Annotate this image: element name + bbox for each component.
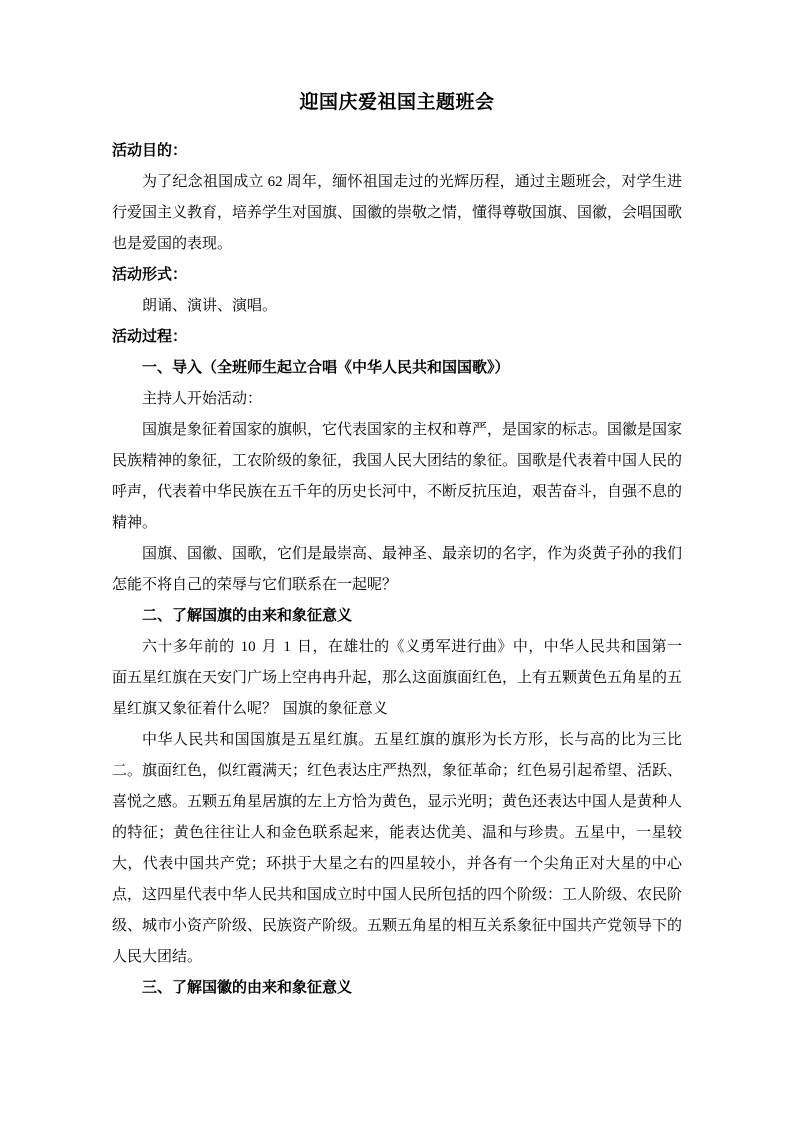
paragraph-format: 朗诵、演讲、演唱。 xyxy=(142,298,278,314)
paragraph-purpose: 为了纪念祖国成立 62 周年，缅怀祖国走过的光辉历程，通过主题班会，对学生进行爱国主义教育，培养学生对国旗、国徽的崇敬之情，懂得尊敬国旗、国徽，会唱国歌也是爱国的表现。 xyxy=(112,174,683,252)
paragraph-flag-symbolism-intro: 国旗是象征着国家的旗帜，它代表国家的主权和尊严，是国家的标志。国徽是国家民族精神的象征，工农阶级的象征，我国人民大团结的象征。国歌是代表着中国人民的呼声，代表着中华民族在五千年的历史长河中，不断反抗压迫，艰苦奋斗，自强不息的精神。 xyxy=(112,422,683,531)
page-title: 迎国庆爱祖国主题班会 xyxy=(299,92,495,113)
section-heading-process: 活动过程： xyxy=(112,329,188,345)
document-body xyxy=(112,88,682,1004)
paragraph-flag-meaning: 中华人民共和国国旗是五星红旗。五星红旗的旗形为长方形，长与高的比为三比二。旗面红色，似红霞满天；红色表达庄严热烈，象征革命；红色易引起希望、活跃、喜悦之感。五颗五角星居旗的左上方恰为黄色，显示光明；黄色还表达中国人是黄种人的特征；黄色往往让人和金色联系起来，能表达优美、温和与珍贵。五星中，一星较大，代表中国共产党；环拱于大星之右的四星较小，并各有一个尖角正对大星的中心点，这四星代表中华人民共和国成立时中国人民所包括的四个阶级：工人阶级、农民阶级、城市小资产阶级、民族资产阶级。五颗五角星的相互关系象征中国共产党领导下的人民大团结。 xyxy=(112,732,683,965)
section-heading-part-one: 一、导入（全班师生起立合唱《中华人民共和国国歌》） xyxy=(142,360,510,376)
section-heading-format: 活动形式： xyxy=(112,267,188,283)
section-heading-part-two: 二、了解国旗的由来和象征意义 xyxy=(142,608,353,624)
paragraph-flag-origin: 六十多年前的 10 月 1 日，在雄壮的《义勇军进行曲》中，中华人民共和国第一面五星红旗在天安门广场上空冉冉升起，那么这面旗面红色，上有五颗黄色五角星的五星红旗又象征着什么呢？ 国旗的象征意义 xyxy=(112,639,683,717)
section-heading-part-three: 三、了解国徽的由来和象征意义 xyxy=(142,980,353,996)
paragraph-names: 国旗、国徽、国歌，它们是最崇高、最神圣、最亲切的名字，作为炎黄子孙的我们怎能不将自己的荣辱与它们联系在一起呢？ xyxy=(112,546,683,593)
paragraph-host-start: 主持人开始活动： xyxy=(142,391,263,407)
section-heading-purpose: 活动目的： xyxy=(112,143,188,159)
